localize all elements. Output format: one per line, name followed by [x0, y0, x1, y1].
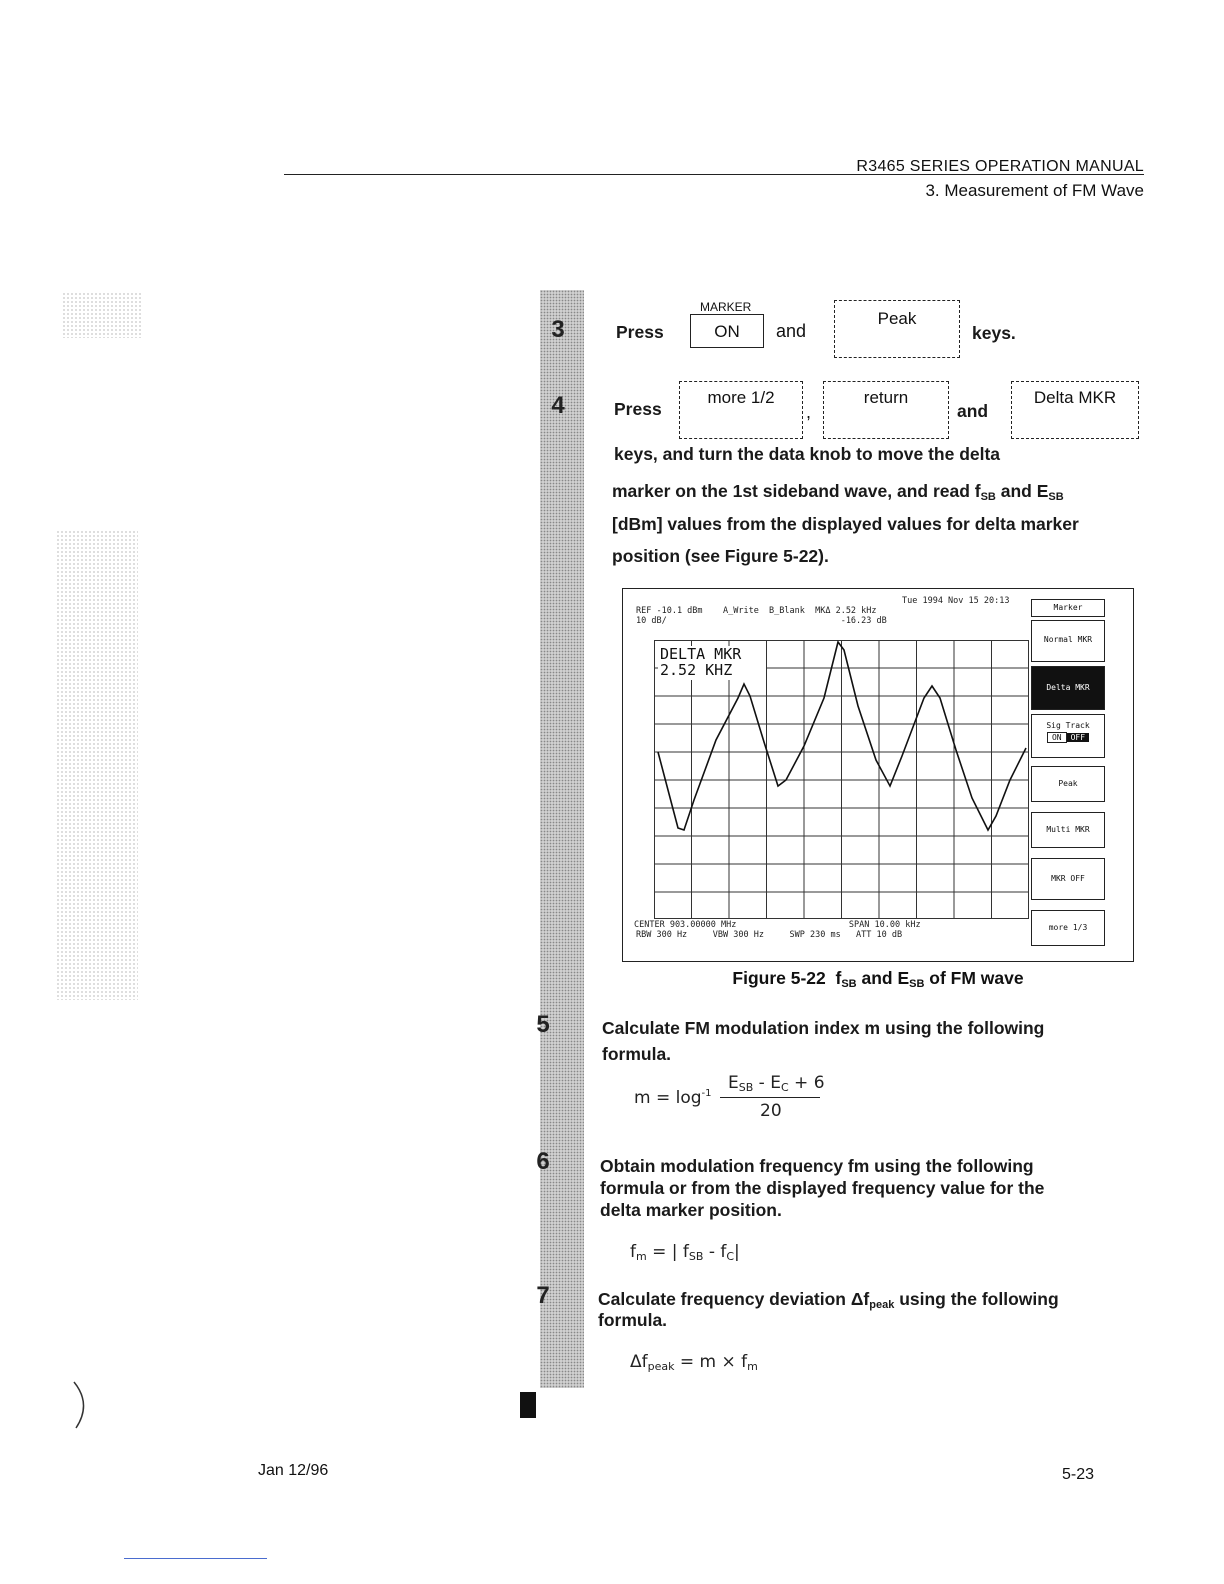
step4-text-line3: [dBm] values from the displayed values for delta marker [612, 514, 1079, 534]
punch-hole-mark [64, 1380, 94, 1430]
softkey-normal-mkr[interactable]: Normal MKR [1031, 620, 1105, 662]
step3-keys: keys. [972, 323, 1016, 343]
screen-scale-line: 10 dB/ -16.23 dB [636, 616, 887, 626]
step5-text-line2: formula. [602, 1044, 672, 1064]
manual-title: R3465 SERIES OPERATION MANUAL [856, 158, 1144, 175]
figure-caption: Figure 5-22 $f_{SB}$ and $E_{SB}$ of FM wave [732, 968, 1024, 990]
softkey-menu-title: Marker [1031, 599, 1105, 617]
modulation-frequency-formula: $f_m$ = | $f_{SB} - f_C|$ [630, 1242, 740, 1263]
step6-text-line2: formula or from the displayed frequency value for the [600, 1178, 1045, 1198]
fraction-bar [720, 1097, 820, 1098]
softkey-peak[interactable]: Peak [1031, 766, 1105, 802]
delta-mkr-softkey[interactable]: Delta MKR [1011, 381, 1139, 439]
step3-and: and [776, 321, 807, 341]
sig-track-off[interactable]: OFF [1067, 733, 1089, 742]
screen-datetime: Tue 1994 Nov 15 20:13 [902, 596, 1010, 606]
modulation-index-numerator: $E_{SB} - E_C + 6$ [728, 1073, 825, 1094]
header-rule [284, 174, 1144, 175]
scan-speckle [62, 292, 142, 338]
bottom-blue-rule [124, 1558, 267, 1559]
section-title: 3. Measurement of FM Wave [925, 181, 1144, 200]
step-number-7: 7 [536, 1282, 550, 1309]
step-number-4: 4 [551, 392, 565, 419]
step4-text-line2: marker on the 1st sideband wave, and read $f_{SB}$ and $E_{SB}$ [612, 481, 1064, 503]
page-number: 5-23 [1062, 1466, 1095, 1483]
screen-center-line: CENTER 903.00000 MHz SPAN 10.00 kHz [634, 920, 921, 930]
step4-text-line4: position (see Figure 5-22). [612, 546, 829, 566]
modulation-index-lhs: $m = \log^{-1}$ [634, 1088, 712, 1108]
on-key[interactable]: ON [690, 314, 764, 348]
more-softkey[interactable]: more 1/2 [679, 381, 803, 439]
step7-text-line1: Calculate frequency deviation $\Delta f_{peak}$ using the following [598, 1289, 1059, 1311]
spectrum-trace-plot [654, 640, 1030, 925]
step3-press: Press [616, 322, 664, 342]
screen-ref-line: REF -10.1 dBm A_Write B_Blank MKΔ 2.52 kHz [636, 606, 877, 616]
modulation-index-denominator: 20 [760, 1101, 782, 1121]
sidebar-tab-block [520, 1392, 536, 1418]
step-sidebar [540, 290, 584, 1388]
step4-comma: , [806, 402, 812, 422]
step-number-5: 5 [536, 1011, 550, 1038]
step4-text-line1: keys, and turn the data knob to move the delta [614, 444, 1001, 464]
softkey-multi-mkr[interactable]: Multi MKR [1031, 812, 1105, 848]
scan-speckle [56, 530, 138, 1000]
softkey-mkr-off[interactable]: MKR OFF [1031, 858, 1105, 900]
screen-rbw-line: RBW 300 Hz VBW 300 Hz SWP 230 ms ATT 10 dB [636, 930, 903, 940]
step5-text-line1: Calculate FM modulation index m using the following [602, 1018, 1045, 1038]
softkey-sig-track[interactable]: Sig Track ON OFF [1031, 714, 1105, 758]
step-number-6: 6 [536, 1148, 550, 1175]
softkey-more[interactable]: more 1/3 [1031, 910, 1105, 946]
step6-text-line1: Obtain modulation frequency fm using the following [600, 1156, 1034, 1176]
step4-and: and [957, 401, 989, 421]
frequency-deviation-formula: $\Delta f_{peak} = m \times f_m$ [630, 1352, 758, 1373]
footer-date: Jan 12/96 [258, 1462, 329, 1479]
step7-text-line2: formula. [598, 1310, 668, 1330]
softkey-delta-mkr[interactable]: Delta MKR [1031, 666, 1105, 710]
step6-text-line3: delta marker position. [600, 1200, 782, 1220]
peak-softkey[interactable]: Peak [834, 300, 960, 358]
step-number-3: 3 [551, 316, 565, 343]
delta-marker-readout: DELTA MKR 2.52 KHZ [660, 645, 742, 679]
step4-press: Press [614, 399, 662, 419]
return-softkey[interactable]: return [823, 381, 949, 439]
sig-track-on[interactable]: ON [1047, 732, 1067, 743]
marker-panel-label: MARKER [700, 300, 752, 314]
